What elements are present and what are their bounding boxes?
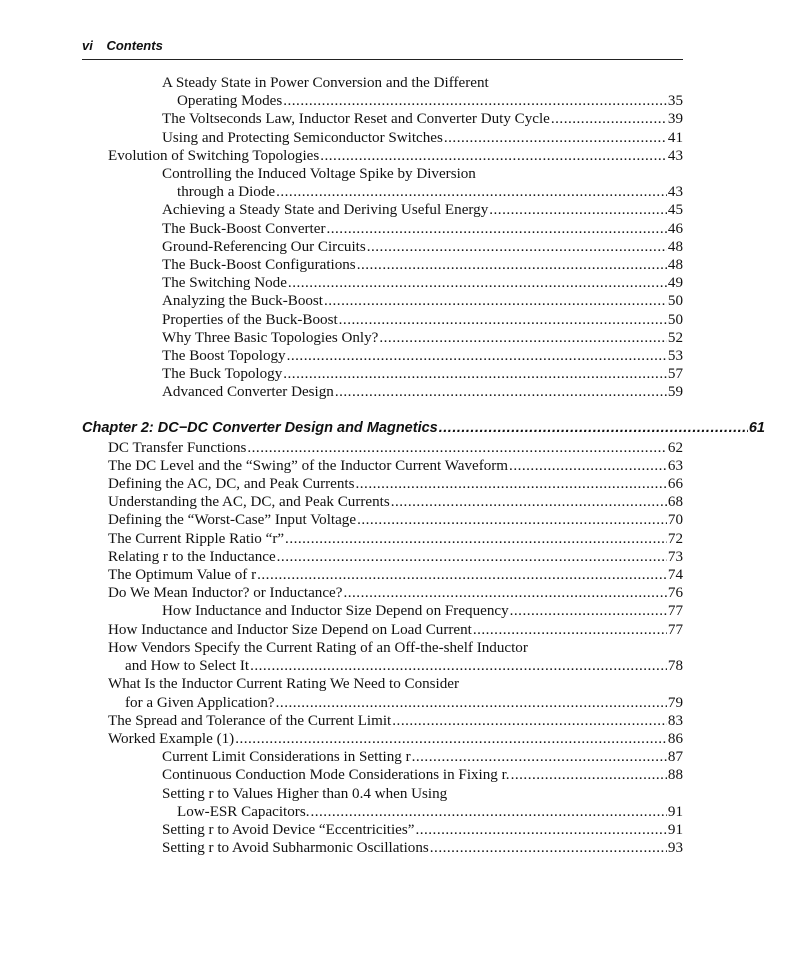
toc-entry-line bbox=[0, 821, 683, 839]
toc-page-number: 52 bbox=[667, 329, 683, 346]
toc-page-number: 70 bbox=[667, 512, 683, 529]
toc-entry-line bbox=[0, 110, 683, 128]
toc-page-number: 83 bbox=[667, 712, 683, 729]
toc-page-number: 41 bbox=[667, 129, 683, 146]
toc-page-number: 50 bbox=[667, 311, 683, 328]
toc-section-entry[interactable] bbox=[0, 475, 683, 493]
toc-entry-title: Ground-Referencing Our Circuits bbox=[162, 238, 366, 255]
dot-leader bbox=[473, 621, 667, 639]
toc-section-entry[interactable] bbox=[0, 511, 683, 529]
toc-subsection-entry[interactable] bbox=[0, 766, 683, 784]
toc-entry-title: Why Three Basic Topologies Only? bbox=[162, 329, 379, 346]
toc-entry-line bbox=[0, 311, 683, 329]
toc-entry-title: The Buck-Boost Converter bbox=[162, 220, 326, 237]
toc-entry-title: Low-ESR Capacitors. bbox=[177, 803, 310, 820]
dot-leader bbox=[283, 365, 667, 383]
dot-leader bbox=[339, 311, 667, 329]
toc-entry-line bbox=[0, 530, 683, 548]
toc-section-entry[interactable] bbox=[0, 730, 683, 748]
toc-entry-line bbox=[0, 147, 683, 165]
toc-entry-title: Setting r to Values Higher than 0.4 when Using bbox=[162, 785, 448, 802]
toc-entry-title: The Switching Node bbox=[162, 275, 287, 292]
toc-section-entry[interactable] bbox=[0, 147, 683, 165]
toc-entry-title: A Steady State in Power Conversion and the Different bbox=[162, 75, 489, 91]
toc-entry-title: Chapter 2: DC−DC Converter Design and Magnetics bbox=[82, 419, 438, 436]
toc-entry-line bbox=[0, 274, 683, 292]
toc-entry-line bbox=[0, 694, 683, 712]
toc-page-number: 66 bbox=[667, 476, 683, 493]
toc-entry-line bbox=[0, 493, 683, 511]
toc-page-number: 74 bbox=[667, 567, 683, 584]
toc-page-number: 68 bbox=[667, 494, 683, 511]
toc-entry-line bbox=[0, 584, 683, 602]
toc-subsection-entry[interactable] bbox=[0, 347, 683, 365]
dot-leader bbox=[324, 292, 667, 310]
table-of-contents bbox=[0, 74, 788, 857]
toc-page-number: 48 bbox=[667, 238, 683, 255]
dot-leader bbox=[357, 256, 667, 274]
dot-leader bbox=[509, 457, 667, 475]
toc-entry-title: through a Diode bbox=[177, 184, 276, 201]
toc-entry-title: Analyzing the Buck-Boost bbox=[162, 293, 323, 310]
toc-section-entry[interactable] bbox=[0, 584, 683, 602]
toc-entry-title: Advanced Converter Design bbox=[162, 384, 334, 401]
toc-entry-title: Relating r to the Inductance bbox=[108, 548, 276, 565]
toc-entry-title: The Buck-Boost Configurations bbox=[162, 257, 356, 274]
toc-entry-line bbox=[0, 129, 683, 147]
toc-section-entry[interactable] bbox=[0, 493, 683, 511]
dot-leader bbox=[392, 712, 667, 730]
dot-leader bbox=[356, 475, 667, 493]
dot-leader bbox=[250, 657, 667, 675]
toc-entry-line bbox=[0, 748, 683, 766]
dot-leader bbox=[320, 147, 667, 165]
dot-leader bbox=[510, 602, 667, 620]
dot-leader bbox=[489, 201, 667, 219]
dot-leader bbox=[439, 418, 748, 438]
toc-chapter-heading[interactable] bbox=[0, 418, 765, 438]
toc-entry-line bbox=[0, 220, 683, 238]
toc-page-number: 53 bbox=[667, 348, 683, 365]
toc-entry-line bbox=[0, 238, 683, 256]
toc-entry-title: The Spread and Tolerance of the Current Limit bbox=[108, 712, 392, 729]
toc-page-number: 46 bbox=[667, 220, 683, 237]
toc-entry-line bbox=[0, 511, 683, 529]
toc-entry-title: Continuous Conduction Mode Considerations in Fixing r. bbox=[162, 767, 510, 784]
toc-page-number: 48 bbox=[667, 257, 683, 274]
toc-page-number: 87 bbox=[667, 749, 683, 766]
toc-entry-line bbox=[0, 675, 683, 693]
toc-entry-title: Defining the AC, DC, and Peak Currents bbox=[108, 476, 355, 493]
toc-entry-title: Setting r to Avoid Subharmonic Oscillations bbox=[162, 840, 429, 857]
toc-entry-title: The Voltseconds Law, Inductor Reset and Converter Duty Cycle bbox=[162, 111, 550, 128]
toc-section-entry[interactable] bbox=[0, 457, 683, 475]
dot-leader bbox=[276, 183, 667, 201]
dot-leader bbox=[287, 347, 667, 365]
toc-subsection-entry[interactable] bbox=[0, 365, 683, 383]
dot-leader bbox=[283, 92, 667, 110]
toc-page-number: 77 bbox=[667, 621, 683, 638]
dot-leader bbox=[367, 238, 667, 256]
toc-page-number: 88 bbox=[667, 767, 683, 784]
toc-page-number: 91 bbox=[667, 803, 683, 820]
toc-entry-line bbox=[0, 785, 683, 803]
toc-entry-line bbox=[0, 92, 683, 110]
toc-entry-line bbox=[0, 347, 683, 365]
dot-leader bbox=[511, 766, 667, 784]
toc-page-number: 57 bbox=[667, 366, 683, 383]
toc-section-entry[interactable] bbox=[0, 639, 683, 675]
toc-entry-line bbox=[0, 548, 683, 566]
toc-entry-title: Using and Protecting Semiconductor Switches bbox=[162, 129, 443, 146]
toc-entry-line bbox=[0, 329, 683, 347]
toc-section-entry[interactable] bbox=[0, 712, 683, 730]
toc-entry-line bbox=[0, 803, 683, 821]
toc-entry-title: Controlling the Induced Voltage Spike by Diversion bbox=[162, 166, 476, 183]
dot-leader bbox=[379, 329, 667, 347]
toc-subsection-entry[interactable] bbox=[0, 238, 683, 256]
running-header bbox=[82, 38, 683, 60]
dot-leader bbox=[247, 439, 667, 457]
toc-entry-line bbox=[0, 730, 683, 748]
dot-leader bbox=[430, 839, 667, 857]
toc-section-entry[interactable] bbox=[0, 621, 683, 639]
toc-entry-line bbox=[0, 74, 683, 92]
toc-entry-line bbox=[0, 365, 683, 383]
dot-leader bbox=[310, 803, 666, 821]
toc-subsection-entry[interactable] bbox=[0, 292, 683, 310]
dot-leader bbox=[235, 730, 667, 748]
toc-entry-line bbox=[0, 165, 683, 183]
toc-entry-title: The Optimum Value of r bbox=[108, 567, 257, 584]
toc-entry-line bbox=[0, 457, 683, 475]
toc-section-entry[interactable] bbox=[0, 675, 683, 711]
toc-entry-line bbox=[0, 657, 683, 675]
toc-entry-line bbox=[0, 839, 683, 857]
toc-entry-title: The Boost Topology bbox=[162, 348, 286, 365]
dot-leader bbox=[288, 274, 667, 292]
toc-subsection-entry[interactable] bbox=[0, 220, 683, 238]
toc-page-number: 62 bbox=[667, 439, 683, 456]
toc-entry-title: Worked Example (1) bbox=[108, 730, 235, 747]
toc-entry-title: and How to Select It bbox=[125, 658, 250, 675]
toc-entry-line bbox=[0, 201, 683, 219]
toc-entry-title: Achieving a Steady State and Deriving Useful Energy bbox=[162, 202, 489, 219]
dot-leader bbox=[412, 748, 667, 766]
toc-subsection-entry[interactable] bbox=[0, 165, 683, 201]
toc-page-number: 43 bbox=[667, 147, 683, 164]
toc-entry-title: How Inductance and Inductor Size Depend on Frequency bbox=[162, 603, 509, 620]
toc-subsection-entry[interactable] bbox=[0, 311, 683, 329]
toc-subsection-entry[interactable] bbox=[0, 274, 683, 292]
dot-leader bbox=[391, 493, 667, 511]
toc-page-number: 61 bbox=[748, 419, 765, 436]
dot-leader bbox=[285, 530, 667, 548]
toc-entry-title: Evolution of Switching Topologies bbox=[108, 147, 320, 164]
toc-entry-line bbox=[0, 621, 683, 639]
toc-entry-title: Current Limit Considerations in Setting r bbox=[162, 749, 411, 766]
toc-section-entry[interactable] bbox=[0, 566, 683, 584]
toc-entry-line bbox=[0, 183, 683, 201]
dot-leader bbox=[257, 566, 667, 584]
toc-entry-title: Properties of the Buck-Boost bbox=[162, 311, 338, 328]
toc-page-number: 50 bbox=[667, 293, 683, 310]
toc-page-number: 93 bbox=[667, 840, 683, 857]
toc-subsection-entry[interactable] bbox=[0, 383, 683, 401]
toc-entry-line bbox=[0, 566, 683, 584]
toc-page-number: 63 bbox=[667, 457, 683, 474]
toc-page-number: 59 bbox=[667, 384, 683, 401]
toc-entry-title: How Inductance and Inductor Size Depend on Load Current bbox=[108, 621, 472, 638]
toc-section-entry[interactable] bbox=[0, 530, 683, 548]
toc-page-number: 49 bbox=[667, 275, 683, 292]
toc-page-number: 72 bbox=[667, 530, 683, 547]
toc-entry-line bbox=[0, 475, 683, 493]
toc-subsection-entry[interactable] bbox=[0, 329, 683, 347]
toc-entry-title: What Is the Inductor Current Rating We Need to Consider bbox=[108, 676, 460, 693]
toc-entry-title: How Vendors Specify the Current Rating of an Off-the-shelf Inductor bbox=[108, 639, 528, 656]
toc-section-entry[interactable] bbox=[0, 548, 683, 566]
dot-leader bbox=[335, 383, 667, 401]
header-title: Contents bbox=[106, 38, 163, 53]
toc-page-number: 35 bbox=[667, 93, 683, 110]
toc-page-number: 43 bbox=[667, 184, 683, 201]
toc-entry-title: Operating Modes bbox=[177, 93, 283, 110]
toc-page-number: 76 bbox=[667, 585, 683, 602]
toc-page-number: 39 bbox=[667, 111, 683, 128]
toc-entry-line bbox=[82, 418, 765, 438]
toc-page-number: 45 bbox=[667, 202, 683, 219]
toc-entry-line bbox=[0, 639, 683, 657]
header-page-number: vi bbox=[82, 38, 93, 53]
dot-leader bbox=[444, 129, 667, 147]
toc-subsection-entry[interactable] bbox=[0, 256, 683, 274]
toc-subsection-entry[interactable] bbox=[0, 201, 683, 219]
toc-entry-line bbox=[0, 256, 683, 274]
toc-entry-title: The DC Level and the “Swing” of the Inductor Current Waveform bbox=[108, 457, 509, 474]
toc-page-number: 91 bbox=[667, 821, 683, 838]
toc-section-entry[interactable] bbox=[0, 439, 683, 457]
toc-subsection-entry[interactable] bbox=[0, 602, 683, 620]
toc-entry-title: Do We Mean Inductor? or Inductance? bbox=[108, 585, 343, 602]
toc-entry-title: Setting r to Avoid Device “Eccentricities” bbox=[162, 821, 415, 838]
toc-subsection-entry[interactable] bbox=[0, 748, 683, 766]
toc-subsection-entry[interactable] bbox=[0, 785, 683, 821]
toc-entry-title: Defining the “Worst-Case” Input Voltage bbox=[108, 512, 357, 529]
toc-page-number: 86 bbox=[667, 730, 683, 747]
toc-entry-line bbox=[0, 383, 683, 401]
toc-page-number: 77 bbox=[667, 603, 683, 620]
toc-entry-title: The Buck Topology bbox=[162, 366, 283, 383]
toc-entry-title: The Current Ripple Ratio “r” bbox=[108, 530, 285, 547]
dot-leader bbox=[277, 548, 667, 566]
toc-entry-title: Understanding the AC, DC, and Peak Currents bbox=[108, 494, 390, 511]
dot-leader bbox=[551, 110, 667, 128]
toc-entry-line bbox=[0, 602, 683, 620]
toc-subsection-entry[interactable] bbox=[0, 129, 683, 147]
toc-page-number: 73 bbox=[667, 548, 683, 565]
toc-entry-title: DC Transfer Functions bbox=[108, 439, 247, 456]
toc-entry-title: for a Given Application? bbox=[125, 694, 275, 711]
toc-page-number: 78 bbox=[667, 658, 683, 675]
toc-entry-line bbox=[0, 439, 683, 457]
dot-leader bbox=[326, 220, 666, 238]
dot-leader bbox=[343, 584, 666, 602]
toc-entry-line bbox=[0, 712, 683, 730]
toc-subsection-entry[interactable] bbox=[0, 839, 683, 857]
dot-leader bbox=[357, 511, 667, 529]
dot-leader bbox=[415, 821, 666, 839]
toc-subsection-entry[interactable] bbox=[0, 821, 683, 839]
toc-entry-line bbox=[0, 292, 683, 310]
toc-subsection-entry[interactable] bbox=[0, 74, 683, 110]
toc-entry-line bbox=[0, 766, 683, 784]
dot-leader bbox=[276, 694, 667, 712]
toc-subsection-entry[interactable] bbox=[0, 110, 683, 128]
toc-page-number: 79 bbox=[667, 694, 683, 711]
